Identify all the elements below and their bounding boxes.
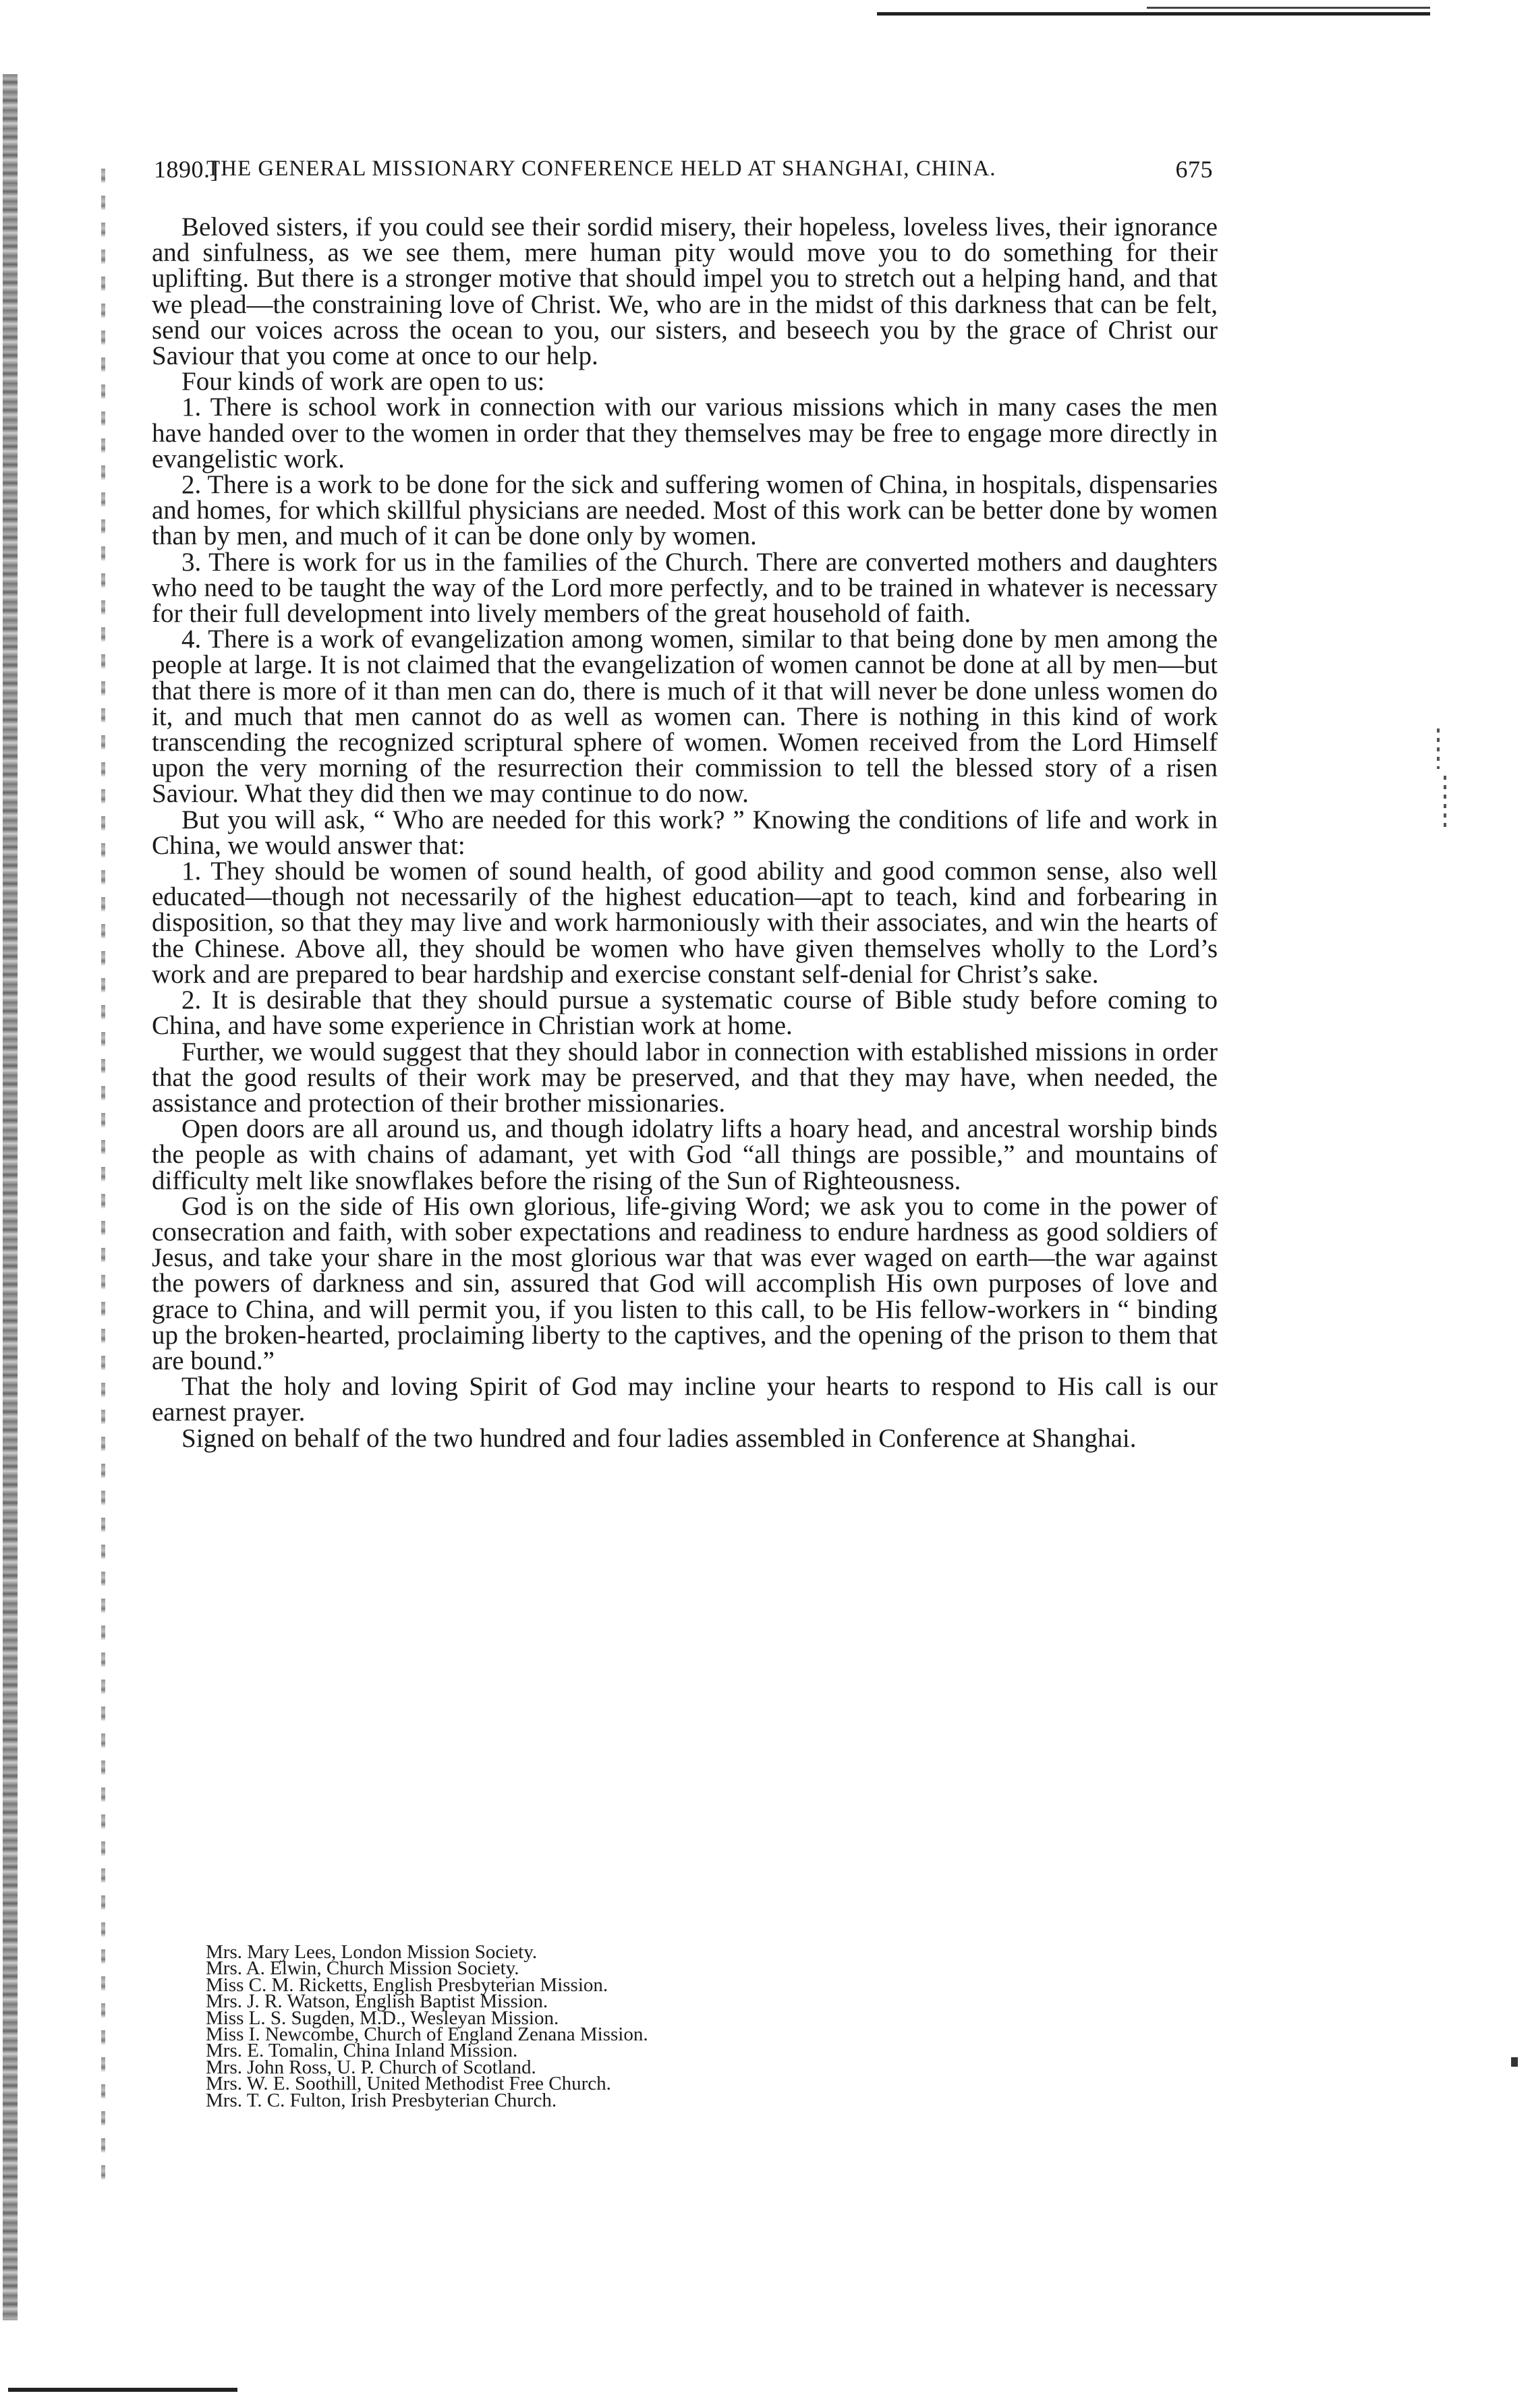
signatory: Miss L. S. Sugden, M.D., Wesleyan Mission. bbox=[206, 2007, 559, 2029]
signatory: Mrs. T. C. Fulton, Irish Presbyterian Church. bbox=[206, 2089, 557, 2111]
list-item: 1. They should be women of sound health, of good ability and good common sense, also well educated—though not necessarily of the highest education—apt to teach, kind and forbearing in disposition, so that they may live and work harmoniously with their associates, and win the hearts of the Chinese. Above all, they should be women who have given themselves wholly to the Lord’s work and are prepared to bear hardship and exercise constant self-denial for Christ’s sake. bbox=[152, 857, 1218, 989]
scan-speck bbox=[1511, 2057, 1518, 2067]
list-item: 2. There is a work to be done for the sick and suffering women of China, in hospitals, dispensaries and homes, for which skillful physicians are needed. Most of this work can be better done by women than by men, and much of it can be done only by women. bbox=[152, 470, 1218, 551]
signatory: Mrs. John Ross, U. P. Church of Scotland. bbox=[206, 2056, 536, 2078]
scan-binding-edge bbox=[3, 74, 18, 2320]
header-title: THE GENERAL MISSIONARY CONFERENCE HELD AT SHANGHAI, CHINA. bbox=[206, 156, 996, 181]
list-item: 2. It is desirable that they should pursue a systematic course of Bible study before coming to China, and have some experience in Christian work at home. bbox=[152, 985, 1218, 1041]
header-year: 1890.] bbox=[154, 156, 219, 183]
paragraph: Signed on behalf of the two hundred and four ladies assembled in Conference at Shanghai. bbox=[181, 1423, 1137, 1453]
scan-artifact-bottom-rule bbox=[8, 2388, 237, 2392]
article-body bbox=[152, 214, 1218, 1452]
paragraph: Beloved sisters, if you could see their sordid misery, their hopeless, loveless lives, their ignorance and sinfulness, as we see them, mere human pity would move you to do something for their uplifting. But there is a stronger motive that should impel you to stretch out a helping hand, and that we plead—the constraining love of Christ. We, who are in the midst of this darkness that can be felt, send our voices across the ocean to you, our sisters, and beseech you by the grace of Christ our Saviour that you come at once to our help. bbox=[152, 212, 1218, 371]
list-item: 1. There is school work in connection with our various missions which in many cases the men have handed over to the women in order that they themselves may be free to engage more directly in evangelistic work. bbox=[152, 393, 1218, 474]
paragraph: God is on the side of His own glorious, life-giving Word; we ask you to come in the power of consecration and faith, with sober expectations and readiness to endure hardness as good soldiers of Jesus, and take your share in the most glorious war that was ever waged on earth—the war against the powers of darkness and sin, assured that God will accomplish His own purposes of love and grace to China, and will permit you, if you listen to this call, to be His fellow-workers in “ binding up the broken-hearted, proclaiming liberty to the captives, and the opening of the prison to them that are bound.” bbox=[152, 1191, 1218, 1375]
list-item: 3. There is work for us in the families of the Church. There are converted mothers and daughters who need to be taught the way of the Lord more perfectly, and to be trained in whatever is necessary for their full development into lively members of the great household of faith. bbox=[152, 547, 1218, 629]
signatory: Mrs. Mary Lees, London Mission Society. bbox=[206, 1941, 538, 1963]
signatory: Mrs. J. R. Watson, English Baptist Mission. bbox=[206, 1990, 548, 2013]
page-number: 675 bbox=[1175, 156, 1213, 183]
paragraph: But you will ask, “ Who are needed for this work? ” Knowing the conditions of life and work in China, we would answer that: bbox=[152, 805, 1218, 860]
paragraph: Open doors are all around us, and though idolatry lifts a hoary head, and ancestral worship binds the people as with chains of adamant, yet with God “all things are possible,” and mountains of difficulty melt like snowflakes before the rising of the Sun of Righteousness. bbox=[152, 1114, 1218, 1195]
signatory: Miss I. Newcombe, Church of England Zenana Mission. bbox=[206, 2024, 648, 2046]
signatory: Mrs. E. Tomalin, China Inland Mission. bbox=[206, 2040, 518, 2062]
paragraph: That the holy and loving Spirit of God may incline your hearts to respond to His call is our earnest prayer. bbox=[152, 1372, 1218, 1427]
scan-artifact-top-rule bbox=[877, 12, 1430, 16]
signatory-list bbox=[206, 1941, 1083, 2111]
scan-speck bbox=[1444, 776, 1446, 830]
scan-binding-shadow bbox=[101, 169, 105, 2192]
signatory: Mrs. A. Elwin, Church Mission Society. bbox=[206, 1957, 519, 1980]
running-header bbox=[154, 155, 1213, 196]
paragraph: Four kinds of work are open to us: bbox=[181, 367, 545, 397]
signatory: Mrs. W. E. Soothill, United Methodist Free Church. bbox=[206, 2073, 611, 2095]
signatory: Miss C. M. Ricketts, English Presbyterian Mission. bbox=[206, 1974, 608, 1996]
list-item: 4. There is a work of evangelization among women, similar to that being done by men among the people at large. It is not claimed that the evangelization of women cannot be done at all by men—but that there is more of it than men can do, there is much of it that will never be done unless women do it, and much that men cannot do as well as women can. There is nothing in this kind of work transcending the recognized scriptural sphere of women. Women received from the Lord Himself upon the very morning of the resurrection their commission to tell the blessed story of a risen Saviour. What they did then we may continue to do now. bbox=[152, 625, 1218, 809]
scan-artifact-top-thin bbox=[1147, 7, 1430, 9]
scan-speck bbox=[1437, 728, 1440, 769]
paragraph: Further, we would suggest that they should labor in connection with established missions in order that the good results of their work may be preserved, and that they may have, when needed, the assistance and protection of their brother missionaries. bbox=[152, 1037, 1218, 1118]
